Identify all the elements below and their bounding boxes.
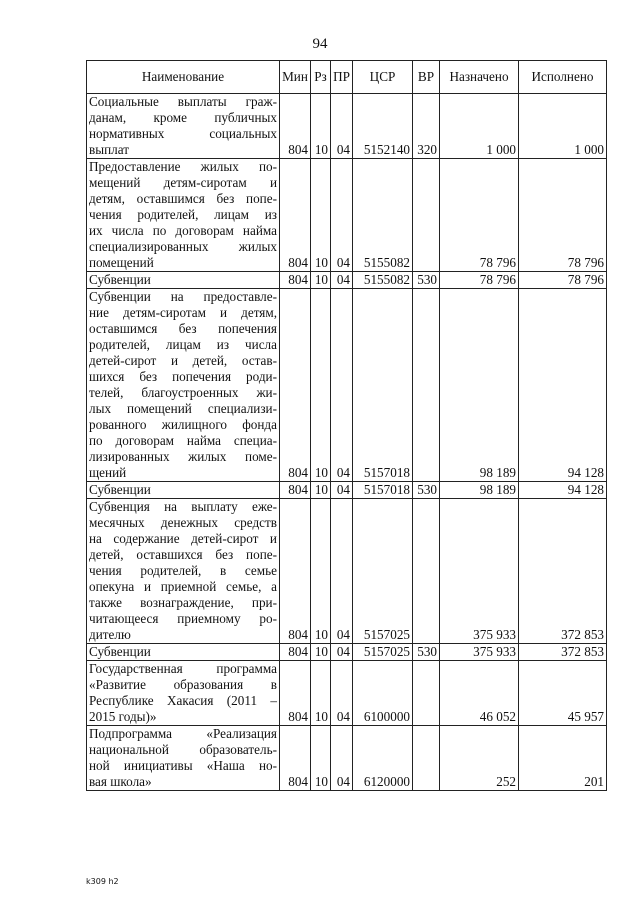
row-name-line: по договорам найма специа- <box>89 433 277 448</box>
page-number: 94 <box>312 36 328 52</box>
cell-min: 804 <box>280 159 311 272</box>
cell-vr: 530 <box>413 644 440 661</box>
cell-vr <box>413 726 440 791</box>
row-name-line: выплат <box>89 142 130 157</box>
cell-assigned: 78 796 <box>440 159 519 272</box>
cell-pr: 04 <box>331 499 353 644</box>
header-min: Мин <box>280 61 311 94</box>
table-row <box>87 94 607 159</box>
cell-rz: 10 <box>311 94 331 159</box>
cell-vr <box>413 159 440 272</box>
row-name-cell <box>87 661 280 726</box>
row-name-line: Субвенции <box>89 482 151 497</box>
cell-min: 804 <box>280 499 311 644</box>
row-name-line: телей, благоустроенных жи- <box>89 385 277 400</box>
cell-assigned: 46 052 <box>440 661 519 726</box>
row-name-cell <box>87 272 280 289</box>
table-row <box>87 726 607 791</box>
row-name-line: Предоставление жилых по- <box>89 159 277 174</box>
table-header-row <box>87 61 607 94</box>
cell-executed: 372 853 <box>519 644 607 661</box>
cell-executed: 201 <box>519 726 607 791</box>
row-name-line: помещений <box>89 255 154 270</box>
cell-csr: 5157025 <box>353 644 413 661</box>
cell-executed: 94 128 <box>519 289 607 482</box>
cell-min: 804 <box>280 644 311 661</box>
row-name-line: рованного жилищного фонда <box>89 417 277 432</box>
table-row <box>87 644 607 661</box>
cell-min: 804 <box>280 726 311 791</box>
cell-vr: 320 <box>413 94 440 159</box>
cell-executed: 372 853 <box>519 499 607 644</box>
table-row <box>87 482 607 499</box>
cell-min: 804 <box>280 661 311 726</box>
row-name-line: нормативных социальных <box>89 126 277 141</box>
cell-min: 804 <box>280 272 311 289</box>
row-name-line: чения родителей, лицам из <box>89 207 277 222</box>
row-name-cell <box>87 482 280 499</box>
row-name-cell <box>87 499 280 644</box>
row-name-line: Субвенции <box>89 272 151 287</box>
cell-csr: 5157018 <box>353 289 413 482</box>
row-name-line: родителей, лицам из числа <box>89 337 277 352</box>
table-row <box>87 499 607 644</box>
row-name-line: опекуна и приемной семье, а <box>89 579 277 594</box>
cell-min: 804 <box>280 94 311 159</box>
cell-assigned: 78 796 <box>440 272 519 289</box>
row-name-line: на содержание детей-сирот и <box>89 531 277 546</box>
cell-pr: 04 <box>331 94 353 159</box>
row-name-line: лых помещений специализи- <box>89 401 277 416</box>
row-name-line: данам, кроме публичных <box>89 110 277 125</box>
header-pr: ПР <box>331 61 353 94</box>
cell-csr: 5157018 <box>353 482 413 499</box>
row-name-line: Субвенция на выплату еже- <box>89 499 277 514</box>
table-body <box>87 94 607 791</box>
cell-assigned: 98 189 <box>440 482 519 499</box>
cell-csr: 5155082 <box>353 272 413 289</box>
row-name-line: оставшимся без попечения <box>89 321 277 336</box>
cell-rz: 10 <box>311 644 331 661</box>
row-name-line: национальной образователь- <box>89 742 277 757</box>
cell-pr: 04 <box>331 661 353 726</box>
cell-pr: 04 <box>331 272 353 289</box>
header-executed: Исполнено <box>519 61 607 94</box>
row-name-line: также вознаграждение, при- <box>89 595 277 610</box>
cell-csr: 6120000 <box>353 726 413 791</box>
row-name-line: ние детям-сиротам и детям, <box>89 305 277 320</box>
footer-code: k309 h2 <box>86 877 119 886</box>
row-name-line: их числа по договорам найма <box>89 223 277 238</box>
cell-executed: 1 000 <box>519 94 607 159</box>
cell-executed: 94 128 <box>519 482 607 499</box>
header-rz: Рз <box>311 61 331 94</box>
row-name-cell <box>87 159 280 272</box>
row-name-line: дителю <box>89 627 131 642</box>
row-name-line: 2015 годы)» <box>89 709 157 724</box>
cell-executed: 78 796 <box>519 159 607 272</box>
row-name-line: детей, оставшихся без попе- <box>89 547 277 562</box>
cell-rz: 10 <box>311 499 331 644</box>
cell-rz: 10 <box>311 289 331 482</box>
cell-vr <box>413 289 440 482</box>
cell-pr: 04 <box>331 159 353 272</box>
row-name-cell <box>87 726 280 791</box>
row-name-line: Субвенции <box>89 644 151 659</box>
row-name-line: Субвенции на предоставле- <box>89 289 277 304</box>
row-name-line: мещений детям-сиротам и <box>89 175 277 190</box>
row-name-cell <box>87 289 280 482</box>
header-assigned: Назначено <box>440 61 519 94</box>
row-name-line: лизированных жилых поме- <box>89 449 277 464</box>
row-name-line: ной инициативы «Наша но- <box>89 758 277 773</box>
table-row <box>87 272 607 289</box>
row-name-line: Подпрограмма «Реализация <box>89 726 277 741</box>
cell-vr <box>413 661 440 726</box>
cell-pr: 04 <box>331 644 353 661</box>
cell-csr: 5157025 <box>353 499 413 644</box>
cell-assigned: 98 189 <box>440 289 519 482</box>
cell-pr: 04 <box>331 482 353 499</box>
cell-executed: 45 957 <box>519 661 607 726</box>
cell-rz: 10 <box>311 482 331 499</box>
cell-vr <box>413 499 440 644</box>
cell-assigned: 375 933 <box>440 499 519 644</box>
row-name-line: «Развитие образования в <box>89 677 277 692</box>
cell-rz: 10 <box>311 726 331 791</box>
row-name-line: Республике Хакасия (2011 – <box>89 693 277 708</box>
table-row <box>87 159 607 272</box>
cell-rz: 10 <box>311 661 331 726</box>
header-name: Наименование <box>87 61 280 94</box>
cell-assigned: 375 933 <box>440 644 519 661</box>
row-name-line: вая школа» <box>89 774 152 789</box>
cell-pr: 04 <box>331 726 353 791</box>
row-name-line: читающееся приемному ро- <box>89 611 277 626</box>
cell-assigned: 252 <box>440 726 519 791</box>
row-name-line: специализированных жилых <box>89 239 277 254</box>
row-name-line: детей-сирот и детей, остав- <box>89 353 277 368</box>
cell-min: 804 <box>280 289 311 482</box>
table-row <box>87 289 607 482</box>
cell-rz: 10 <box>311 159 331 272</box>
row-name-line: Социальные выплаты граж- <box>89 94 277 109</box>
table-row <box>87 661 607 726</box>
row-name-line: чения родителей, в семье <box>89 563 277 578</box>
row-name-line: щений <box>89 465 127 480</box>
cell-rz: 10 <box>311 272 331 289</box>
cell-csr: 5155082 <box>353 159 413 272</box>
header-csr: ЦСР <box>353 61 413 94</box>
row-name-cell <box>87 644 280 661</box>
row-name-line: детям, оставшимся без попе- <box>89 191 277 206</box>
row-name-line: Государственная программа <box>89 661 277 676</box>
cell-assigned: 1 000 <box>440 94 519 159</box>
row-name-line: месячных денежных средств <box>89 515 277 530</box>
cell-executed: 78 796 <box>519 272 607 289</box>
row-name-line: шихся без попечения роди- <box>89 369 277 384</box>
cell-csr: 5152140 <box>353 94 413 159</box>
budget-table <box>86 60 607 791</box>
cell-csr: 6100000 <box>353 661 413 726</box>
cell-vr: 530 <box>413 272 440 289</box>
cell-vr: 530 <box>413 482 440 499</box>
cell-pr: 04 <box>331 289 353 482</box>
cell-min: 804 <box>280 482 311 499</box>
row-name-cell <box>87 94 280 159</box>
header-vr: ВР <box>413 61 440 94</box>
